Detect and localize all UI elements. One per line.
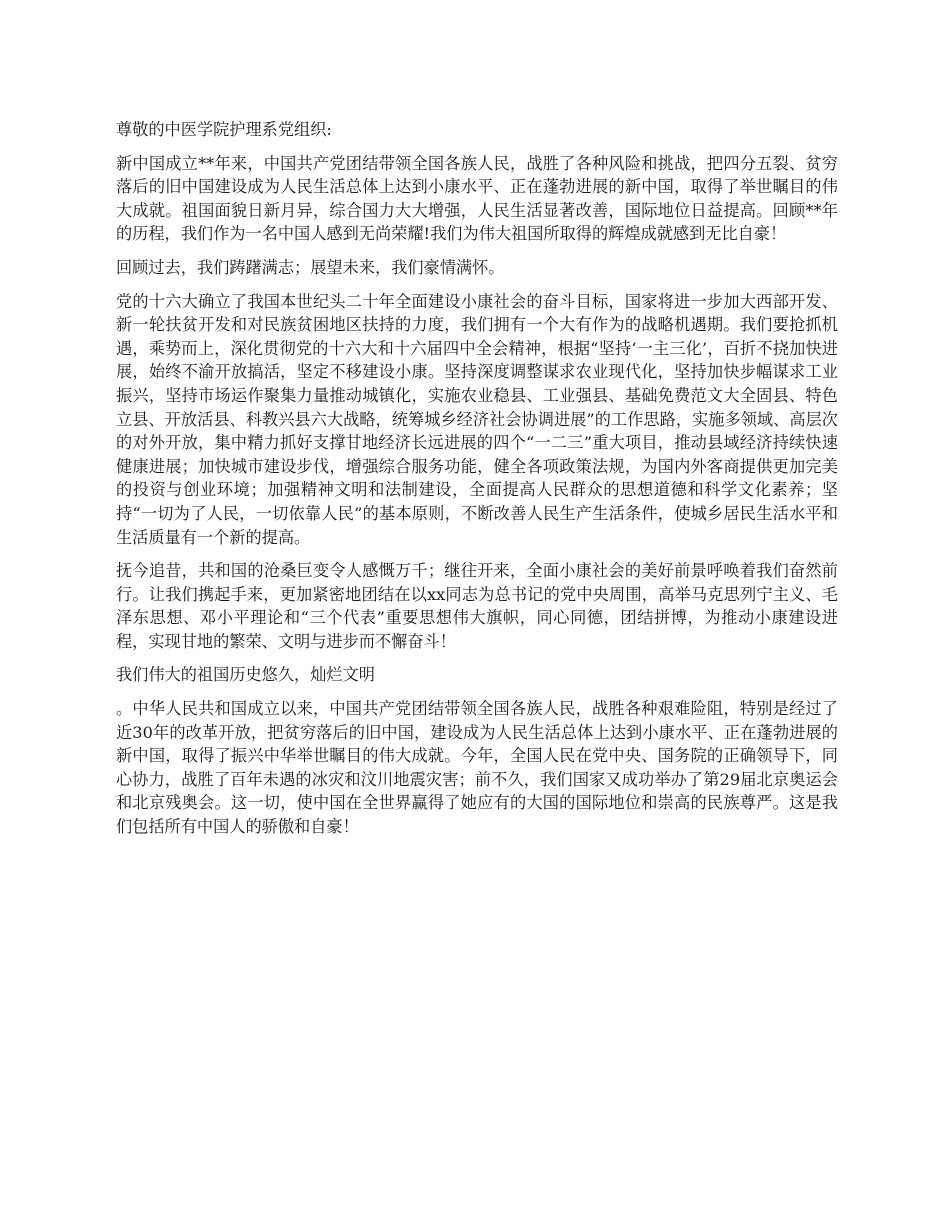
paragraph-forward: 抚今追昔，共和国的沧桑巨变令人感慨万千；继往开来，全面小康社会的美好前景呼唤着我们奋然前行。让我们携起手来，更加紧密地团结在以xx同志为总书记的党中央周围，高举马克思列宁主义、毛泽东思想、邓小平理论和“三个代表”重要思想伟大旗帜，同心同德，团结拼博，为推动小康建设进程，实现甘地的繁荣、文明与进步而不懈奋斗！ [116, 561, 838, 651]
paragraph-achievements: 新中国成立**年来，中国共产党团结带领全国各族人民，战胜了各种风险和挑战，把四分五裂、贫穷落后的旧中国建设成为人民生活总体上达到小康水平、正在蓬勃进展的新中国，取得了举世瞩目的伟大成就。祖国面貌日新月异，综合国力大大增强，人民生活显著改善，国际地位日益提高。回顾**年的历程，我们作为一名中国人感到无尚荣耀!我们为伟大祖国所取得的辉煌成就感到无比自豪！ [116, 153, 838, 244]
letter-document [116, 118, 838, 849]
paragraph-founding: 。中华人民共和国成立以来，中国共产党团结带领全国各族人民，战胜各种艰难险阻，特别是经过了近30年的改革开放，把贫穷落后的旧中国，建设成为人民生活总体上达到小康水平、正在蓬勃进展的新中国，取得了振兴中华举世瞩目的伟大成就。今年，全国人民在党中央、国务院的正确领导下，同心协力，战胜了百年未遇的冰灾和汶川地震灾害；前不久，我们国家又成功举办了第29届北京奥运会和北京残奥会。这一切，使中国在全世界赢得了她应有的大国的国际地位和崇高的民族尊严。这是我们包括所有中国人的骄傲和自豪！ [116, 699, 838, 837]
salutation: 尊敬的中医学院护理系党组织: [116, 120, 332, 139]
paragraph-sixteenth-congress: 党的十六大确立了我国本世纪头二十年全面建设小康社会的奋斗目标，国家将进一步加大西部开发、新一轮扶贫开发和对民族贫困地区扶持的力度，我们拥有一个大有作为的战略机遇期。我们要抢抓机遇，乘势而上，深化贯彻党的十六大和十六届四中全会精神，根据“坚持‘一主三化’，百折不挠加快进展，始终不渝开放搞活，坚定不移建设小康。坚持深度调整谋求农业现代化，坚持加快步幅谋求工业振兴，坚持市场运作聚集力量推动城镇化，实施农业稳县、工业强县、基础免费范文大全固县、特色立县、开放活县、科教兴县六大战略，统筹城乡经济社会协调进展”的工作思路，实施多领域、高层次的对外开放，集中精力抓好支撑甘地经济长远进展的四个“一二三”重大项目，推动县域经济持续快速健康进展；加快城市建设步伐，增强综合服务功能，健全各项政策法规，为国内外客商提供更加完美的投资与创业环境；加强精神文明和法制建设，全面提高人民群众的思想道德和科学文化素养；坚持“一切为了人民，一切依靠人民”的基本原则，不断改善人民生产生活条件，使城乡居民生活水平和生活质量有一个新的提高。 [116, 291, 838, 547]
paragraph-history: 我们伟大的祖国历史悠久，灿烂文明 [116, 665, 375, 685]
paragraph-review: 回顾过去，我们踌躇满志；展望未来，我们豪情满怀。 [116, 257, 505, 277]
